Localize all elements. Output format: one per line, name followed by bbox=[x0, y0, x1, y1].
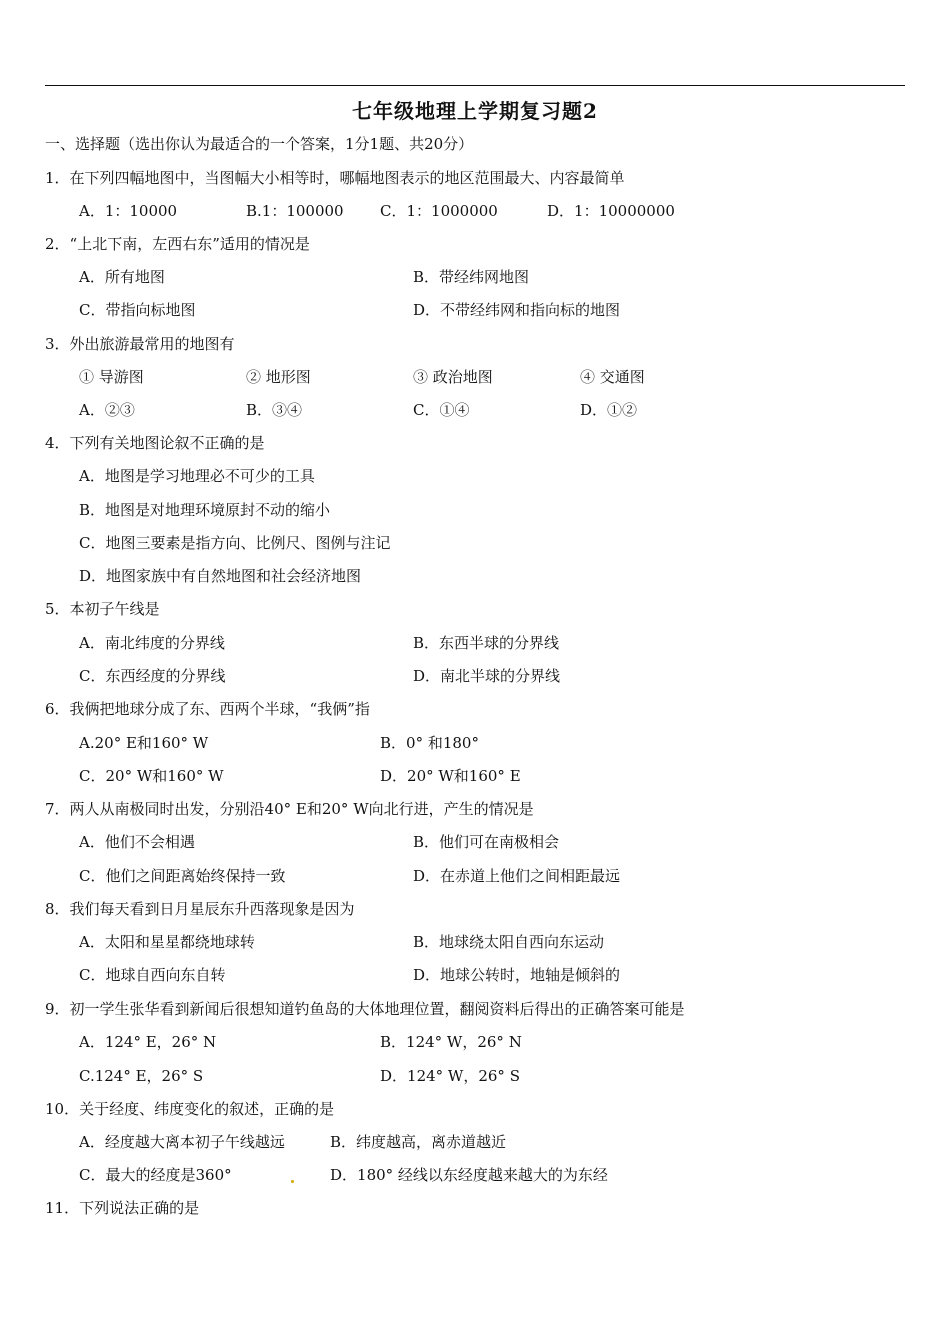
q1-option-c: C．1：1000000 bbox=[380, 202, 498, 220]
q3-item-3: ③ 政治地图 bbox=[413, 368, 493, 386]
question-6-stem: 6．我俩把地球分成了东、西两个半球，“我俩”指 bbox=[45, 700, 370, 718]
q1-option-d: D．1：10000000 bbox=[547, 202, 675, 220]
q5-option-c: C．东西经度的分界线 bbox=[79, 667, 226, 685]
q7-option-a: A．他们不会相遇 bbox=[79, 833, 195, 851]
q6-option-b: B．0° 和180° bbox=[380, 734, 479, 752]
q3-option-d: D．①② bbox=[580, 401, 638, 419]
q3-item-2: ② 地形图 bbox=[246, 368, 311, 386]
page-title: 七年级地理上学期复习题2 bbox=[352, 99, 598, 123]
q4-option-d: D．地图家族中有自然地图和社会经济地图 bbox=[79, 567, 362, 585]
question-4-stem: 4．下列有关地图论叙不正确的是 bbox=[45, 434, 265, 452]
q4-option-a: A．地图是学习地理必不可少的工具 bbox=[79, 467, 315, 485]
q8-option-a: A．太阳和星星都绕地球转 bbox=[79, 933, 255, 951]
q2-option-d: D．不带经纬网和指向标的地图 bbox=[413, 301, 621, 319]
question-9-stem: 9．初一学生张华看到新闻后很想知道钓鱼岛的大体地理位置，翻阅资料后得出的正确答案可能是 bbox=[45, 1000, 685, 1018]
q3-item-4: ④ 交通图 bbox=[580, 368, 645, 386]
q9-option-a: A．124° E，26° N bbox=[79, 1033, 217, 1051]
question-7-stem: 7．两人从南极同时出发，分别沿40° E和20° W向北行进，产生的情况是 bbox=[45, 800, 534, 818]
q10-option-d: D．180° 经线以东经度越来越大的为东经 bbox=[330, 1166, 608, 1184]
q5-option-b: B．东西半球的分界线 bbox=[413, 634, 560, 652]
question-1-stem: 1．在下列四幅地图中，当图幅大小相等时，哪幅地图表示的地区范围最大、内容最简单 bbox=[45, 169, 625, 187]
q1-option-a: A．1：10000 bbox=[79, 202, 178, 220]
q3-option-a: A．②③ bbox=[79, 401, 135, 419]
q6-option-c: C．20° W和160° W bbox=[79, 767, 224, 785]
question-3-stem: 3．外出旅游最常用的地图有 bbox=[45, 335, 235, 353]
q5-option-d: D．南北半球的分界线 bbox=[413, 667, 561, 685]
q5-option-a: A．南北纬度的分界线 bbox=[79, 634, 225, 652]
q9-option-d: D．124° W，26° S bbox=[380, 1067, 520, 1085]
q8-option-d: D．地球公转时，地轴是倾斜的 bbox=[413, 966, 621, 984]
q7-option-b: B．他们可在南极相会 bbox=[413, 833, 560, 851]
section-heading: 一、选择题（选出你认为最适合的一个答案，1分1题、共20分） bbox=[45, 135, 474, 153]
q10-option-a: A．经度越大离本初子午线越远 bbox=[79, 1133, 285, 1151]
header-rule bbox=[45, 85, 905, 86]
question-10-stem: 10．关于经度、纬度变化的叙述，正确的是 bbox=[45, 1100, 335, 1118]
q9-option-c: C.124° E，26° S bbox=[79, 1067, 204, 1085]
stray-dot-mark bbox=[291, 1180, 294, 1183]
q10-option-b: B．纬度越高，离赤道越近 bbox=[330, 1133, 507, 1151]
q6-option-a: A.20° E和160° W bbox=[79, 734, 209, 752]
question-8-stem: 8．我们每天看到日月星辰东升西落现象是因为 bbox=[45, 900, 355, 918]
question-5-stem: 5．本初子午线是 bbox=[45, 600, 160, 618]
q2-option-b: B．带经纬网地图 bbox=[413, 268, 530, 286]
q3-item-1: ① 导游图 bbox=[79, 368, 144, 386]
q7-option-d: D．在赤道上他们之间相距最远 bbox=[413, 867, 621, 885]
q10-option-c: C．最大的经度是360° bbox=[79, 1166, 232, 1184]
q6-option-d: D．20° W和160° E bbox=[380, 767, 521, 785]
q2-option-c: C．带指向标地图 bbox=[79, 301, 196, 319]
q2-option-a: A．所有地图 bbox=[79, 268, 165, 286]
q3-option-b: B．③④ bbox=[246, 401, 303, 419]
q8-option-c: C．地球自西向东自转 bbox=[79, 966, 226, 984]
q8-option-b: B．地球绕太阳自西向东运动 bbox=[413, 933, 605, 951]
q1-option-b: B.1：100000 bbox=[246, 202, 344, 220]
q4-option-b: B．地图是对地理环境原封不动的缩小 bbox=[79, 501, 331, 519]
question-11-stem: 11．下列说法正确的是 bbox=[45, 1199, 200, 1217]
q9-option-b: B．124° W，26° N bbox=[380, 1033, 522, 1051]
q3-option-c: C．①④ bbox=[413, 401, 470, 419]
question-2-stem: 2．“上北下南，左西右东”适用的情况是 bbox=[45, 235, 310, 253]
q4-option-c: C．地图三要素是指方向、比例尺、图例与注记 bbox=[79, 534, 391, 552]
q7-option-c: C．他们之间距离始终保持一致 bbox=[79, 867, 286, 885]
